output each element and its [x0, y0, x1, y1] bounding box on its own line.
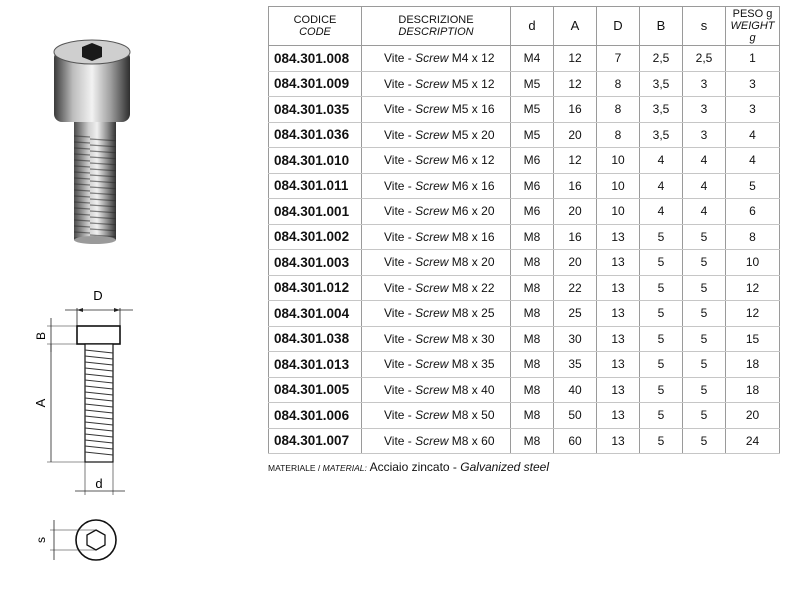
cell-s: 4: [683, 199, 726, 225]
table-row: [269, 352, 780, 378]
cell-code: 084.301.006: [269, 403, 362, 429]
cell-D: 8: [597, 71, 640, 97]
cell-D: 8: [597, 122, 640, 148]
material-value-it: Acciaio zincato -: [366, 460, 461, 474]
cell-s: 5: [683, 275, 726, 301]
cell-B: 5: [640, 326, 683, 352]
cell-d: M8: [511, 224, 554, 250]
material-value-en: Galvanized steel: [460, 460, 549, 474]
cell-d: M8: [511, 326, 554, 352]
cell-description: Vite - Screw M4 x 12: [362, 46, 511, 72]
cell-B: 5: [640, 352, 683, 378]
header-description: DESCRIZIONE DESCRIPTION: [362, 7, 511, 46]
cell-s: 3: [683, 71, 726, 97]
label-D: D: [93, 288, 103, 303]
cell-description: Vite - Screw M8 x 25: [362, 301, 511, 327]
cell-weight: 12: [726, 301, 780, 327]
cell-code: 084.301.012: [269, 275, 362, 301]
cell-D: 13: [597, 224, 640, 250]
cell-D: 13: [597, 250, 640, 276]
cell-s: 5: [683, 377, 726, 403]
cell-weight: 15: [726, 326, 780, 352]
header-weight: PESO g WEIGHT g: [726, 7, 780, 46]
header-D: D: [597, 7, 640, 46]
table-row: [269, 377, 780, 403]
cell-description: Vite - Screw M8 x 60: [362, 428, 511, 454]
label-s: s: [34, 537, 48, 543]
cell-weight: 4: [726, 148, 780, 174]
cell-d: M6: [511, 173, 554, 199]
cell-d: M8: [511, 250, 554, 276]
cell-code: 084.301.038: [269, 326, 362, 352]
cell-D: 13: [597, 403, 640, 429]
table-row: [269, 199, 780, 225]
table-row: [269, 173, 780, 199]
cell-weight: 20: [726, 403, 780, 429]
cell-weight: 1: [726, 46, 780, 72]
cell-B: 4: [640, 199, 683, 225]
cell-code: 084.301.003: [269, 250, 362, 276]
table-row: [269, 97, 780, 123]
cell-d: M8: [511, 301, 554, 327]
cell-B: 5: [640, 377, 683, 403]
table-body: [269, 46, 780, 454]
cell-code: 084.301.007: [269, 428, 362, 454]
cell-code: 084.301.009: [269, 71, 362, 97]
cell-weight: 24: [726, 428, 780, 454]
cell-A: 30: [554, 326, 597, 352]
cell-D: 13: [597, 275, 640, 301]
cell-s: 2,5: [683, 46, 726, 72]
cell-A: 50: [554, 403, 597, 429]
table-row: [269, 326, 780, 352]
cell-code: 084.301.035: [269, 97, 362, 123]
cell-s: 4: [683, 173, 726, 199]
cell-d: M8: [511, 377, 554, 403]
cell-B: 5: [640, 224, 683, 250]
cell-code: 084.301.001: [269, 199, 362, 225]
header-s: s: [683, 7, 726, 46]
cell-weight: 3: [726, 71, 780, 97]
cell-s: 5: [683, 301, 726, 327]
label-B: B: [34, 331, 48, 341]
cell-A: 12: [554, 71, 597, 97]
cell-weight: 10: [726, 250, 780, 276]
cell-A: 16: [554, 173, 597, 199]
cell-code: 084.301.036: [269, 122, 362, 148]
cell-description: Vite - Screw M5 x 20: [362, 122, 511, 148]
table-row: [269, 301, 780, 327]
cell-code: 084.301.008: [269, 46, 362, 72]
cell-A: 40: [554, 377, 597, 403]
table-row: [269, 122, 780, 148]
cell-code: 084.301.013: [269, 352, 362, 378]
table-row: [269, 275, 780, 301]
cell-A: 12: [554, 148, 597, 174]
cell-s: 5: [683, 352, 726, 378]
cell-A: 25: [554, 301, 597, 327]
header-code: CODICE CODE: [269, 7, 362, 46]
table-row: [269, 224, 780, 250]
cell-weight: 8: [726, 224, 780, 250]
cell-B: 5: [640, 301, 683, 327]
cell-B: 3,5: [640, 122, 683, 148]
cell-A: 60: [554, 428, 597, 454]
cell-code: 084.301.011: [269, 173, 362, 199]
cell-description: Vite - Screw M5 x 16: [362, 97, 511, 123]
cell-description: Vite - Screw M8 x 50: [362, 403, 511, 429]
cell-D: 13: [597, 301, 640, 327]
cell-d: M8: [511, 428, 554, 454]
cell-B: 3,5: [640, 71, 683, 97]
cell-d: M8: [511, 352, 554, 378]
label-A: A: [33, 398, 48, 408]
cell-description: Vite - Screw M5 x 12: [362, 71, 511, 97]
cell-d: M8: [511, 275, 554, 301]
table-row: [269, 428, 780, 454]
cell-D: 13: [597, 326, 640, 352]
cell-A: 20: [554, 250, 597, 276]
cell-B: 2,5: [640, 46, 683, 72]
cell-weight: 4: [726, 122, 780, 148]
table-row: [269, 250, 780, 276]
cell-description: Vite - Screw M6 x 12: [362, 148, 511, 174]
cell-description: Vite - Screw M8 x 16: [362, 224, 511, 250]
cell-weight: 18: [726, 377, 780, 403]
header-A: A: [554, 7, 597, 46]
cell-d: M6: [511, 199, 554, 225]
cell-d: M4: [511, 46, 554, 72]
table-row: [269, 148, 780, 174]
cell-description: Vite - Screw M8 x 40: [362, 377, 511, 403]
cell-weight: 12: [726, 275, 780, 301]
cell-s: 3: [683, 122, 726, 148]
cell-D: 7: [597, 46, 640, 72]
cell-B: 5: [640, 428, 683, 454]
cell-weight: 6: [726, 199, 780, 225]
table-header-row: [269, 7, 780, 46]
cell-s: 3: [683, 97, 726, 123]
cell-D: 13: [597, 428, 640, 454]
cell-description: Vite - Screw M8 x 35: [362, 352, 511, 378]
header-B: B: [640, 7, 683, 46]
spec-table: [268, 6, 780, 454]
cell-A: 35: [554, 352, 597, 378]
cell-B: 5: [640, 275, 683, 301]
cell-code: 084.301.002: [269, 224, 362, 250]
cell-B: 5: [640, 403, 683, 429]
table-row: [269, 71, 780, 97]
cell-A: 12: [554, 46, 597, 72]
table-row: [269, 46, 780, 72]
label-d: d: [95, 476, 103, 491]
material-note: [268, 460, 549, 474]
cell-D: 13: [597, 352, 640, 378]
cell-s: 5: [683, 250, 726, 276]
cell-code: 084.301.005: [269, 377, 362, 403]
cell-s: 5: [683, 403, 726, 429]
screw-side-drawing: [25, 280, 165, 500]
cell-A: 16: [554, 97, 597, 123]
cell-s: 5: [683, 224, 726, 250]
material-label: MATERIALE / MATERIAL:: [268, 463, 367, 473]
cell-D: 13: [597, 377, 640, 403]
cell-d: M6: [511, 148, 554, 174]
cell-description: Vite - Screw M8 x 30: [362, 326, 511, 352]
cell-B: 3,5: [640, 97, 683, 123]
cell-code: 084.301.010: [269, 148, 362, 174]
cell-weight: 5: [726, 173, 780, 199]
header-d: d: [511, 7, 554, 46]
cell-s: 4: [683, 148, 726, 174]
cell-description: Vite - Screw M6 x 16: [362, 173, 511, 199]
cell-d: M5: [511, 97, 554, 123]
cell-D: 8: [597, 97, 640, 123]
cell-weight: 18: [726, 352, 780, 378]
screw-top-drawing: [30, 505, 150, 575]
cell-A: 22: [554, 275, 597, 301]
cell-s: 5: [683, 326, 726, 352]
cell-A: 20: [554, 199, 597, 225]
cell-description: Vite - Screw M8 x 20: [362, 250, 511, 276]
cell-D: 10: [597, 199, 640, 225]
cell-D: 10: [597, 173, 640, 199]
cell-s: 5: [683, 428, 726, 454]
cell-d: M5: [511, 71, 554, 97]
cell-A: 20: [554, 122, 597, 148]
cell-description: Vite - Screw M8 x 22: [362, 275, 511, 301]
cell-A: 16: [554, 224, 597, 250]
cell-B: 4: [640, 173, 683, 199]
cell-B: 4: [640, 148, 683, 174]
cell-description: Vite - Screw M6 x 20: [362, 199, 511, 225]
cell-B: 5: [640, 250, 683, 276]
cell-d: M5: [511, 122, 554, 148]
screw-photo: [30, 30, 170, 245]
table-row: [269, 403, 780, 429]
cell-code: 084.301.004: [269, 301, 362, 327]
cell-D: 10: [597, 148, 640, 174]
cell-d: M8: [511, 403, 554, 429]
cell-weight: 3: [726, 97, 780, 123]
